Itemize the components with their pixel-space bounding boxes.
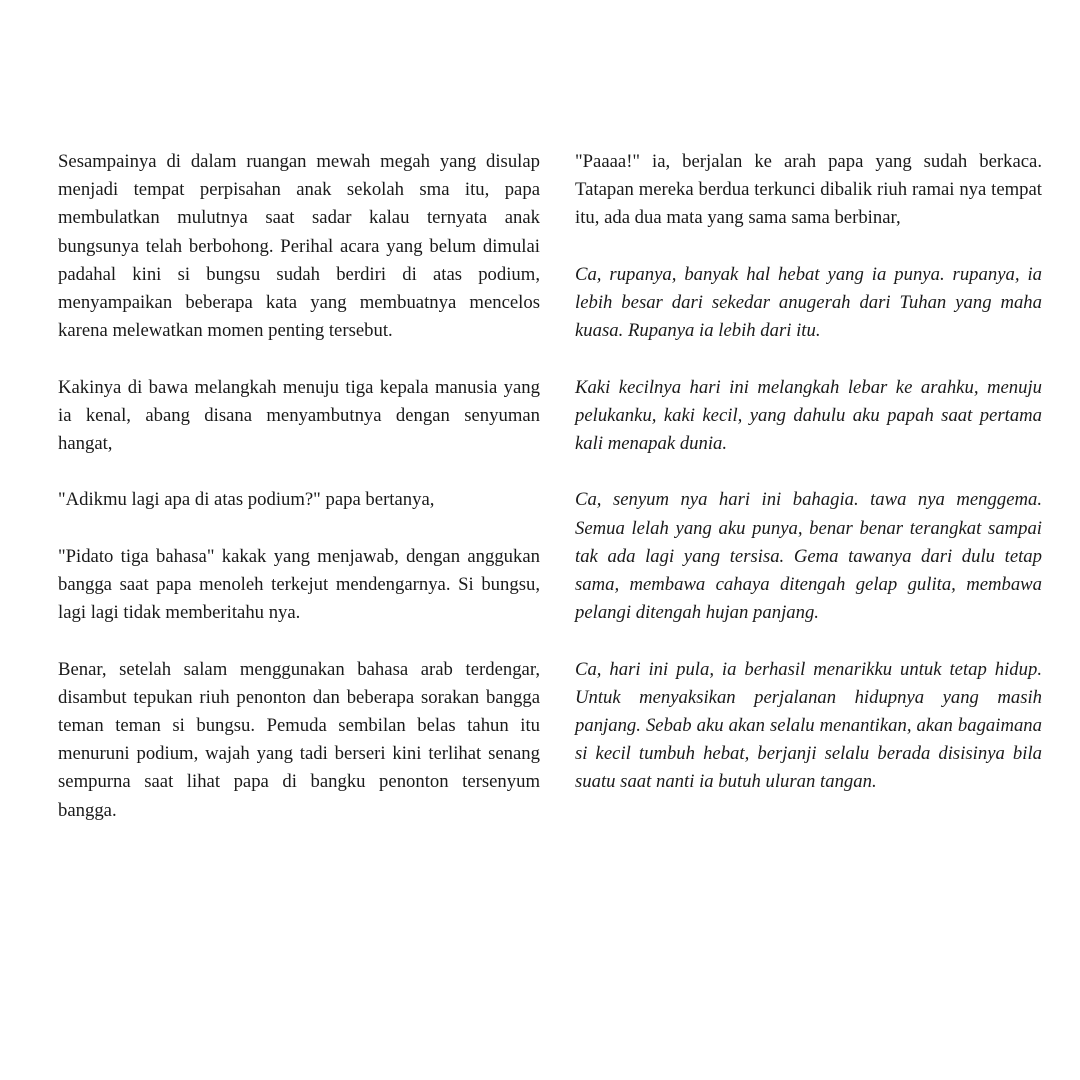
paragraph: "Pidato tiga bahasa" kakak yang menjawab, dengan anggukan bangga saat papa menoleh terkejut mendengarnya. Si bungsu, lagi lagi tidak memberitahu nya. [58, 545, 540, 624]
paragraph: "Adikmu lagi apa di atas podium?" papa bertanya, [58, 489, 435, 511]
paragraph: Benar, setelah salam menggunakan bahasa arab terdengar, disambut tepukan riuh penonton dan beberapa sorakan bangga teman teman si bungsu. Pemuda sembilan belas tahun itu menuruni podium, wajah yang tadi berseri kini terlihat senang sempurna saat lihat papa di bangku penonton tersenyum bangga. [58, 658, 540, 821]
italic-paragraph: Ca, senyum nya hari ini bahagia. tawa nya menggema. Semua lelah yang aku punya, benar benar terangkat sampai tak ada lagi yang tersisa. Gema tawanya dari dulu tetap sama, membawa cahaya ditengah gelap gulita, membawa pelangi ditengah hujan panjang. [575, 489, 1042, 624]
paragraph: Kakinya di bawa melangkah menuju tiga kepala manusia yang ia kenal, abang disana menyambutnya dengan senyuman hangat, [58, 376, 540, 455]
paragraph: "Paaaa!" ia, berjalan ke arah papa yang sudah berkaca. Tatapan mereka berdua terkunci dibalik riuh ramai nya tempat itu, ada dua mata yang sama sama berbinar, [575, 151, 1042, 229]
right-column [575, 148, 1042, 825]
paragraph: Sesampainya di dalam ruangan mewah megah yang disulap menjadi tempat perpisahan anak sekolah sma itu, papa membulatkan mulutnya saat sadar kalau ternyata anak bungsunya telah berbohong. Perihal acara yang belum dimulai padahal kini si bungsu sudah berdiri di atas podium, menyampaikan beberapa kata yang membuatnya mencelos karena melewatkan momen penting tersebut. [58, 151, 540, 342]
italic-paragraph: Kaki kecilnya hari ini melangkah lebar ke arahku, menuju pelukanku, kaki kecil, yang dahulu aku papah saat pertama kali menapak dunia. [575, 376, 1042, 454]
italic-paragraph: Ca, hari ini pula, ia berhasil menarikku untuk tetap hidup. Untuk menyaksikan perjalanan hidupnya yang masih panjang. Sebab aku akan selalu menantikan, akan bagaimana si kecil tumbuh hebat, berjanji selalu berada disisinya bila suatu saat nanti ia butuh uluran tangan. [575, 658, 1042, 793]
italic-paragraph: Ca, rupanya, banyak hal hebat yang ia punya. rupanya, ia lebih besar dari sekedar anugerah dari Tuhan yang maha kuasa. Rupanya ia lebih dari itu. [575, 263, 1042, 342]
left-column [58, 148, 540, 853]
